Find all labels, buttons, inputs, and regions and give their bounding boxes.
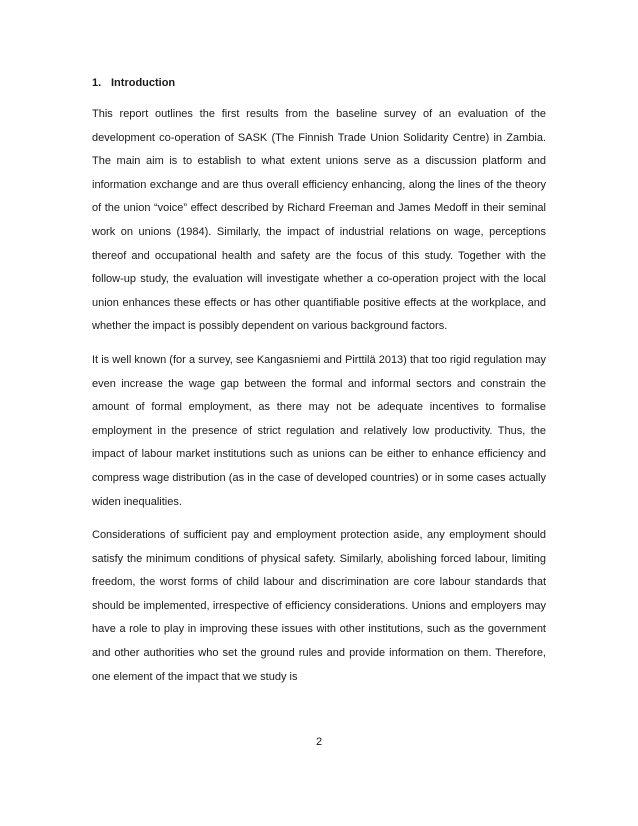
paragraph-2: It is well known (for a survey, see Kangasniemi and Pirttilä 2013) that too rigid regulation may even increase the wage gap between the formal and informal sectors and constrain the amount of formal employment, as there may not be adequate incentives to formalise employment in the presence of strict regulation and relatively low productivity. Thus, the impact of labour market institutions such as unions can be either to enhance efficiency and compress wage distribution (as in the case of developed countries) or in some cases actually widen inequalities. — [92, 353, 546, 508]
paragraph-3: Considerations of sufficient pay and employment protection aside, any employment should satisfy the minimum conditions of physical safety. Similarly, abolishing forced labour, limiting freedom, the worst forms of child labour and discrimination are core labour standards that should be implemented, irrespective of efficiency considerations. Unions and employers may have a role to play in improving these issues with other institutions, such as the government and other authorities who set the ground rules and provide information on them. Therefore, one element of the impact that we study is — [92, 529, 546, 683]
page-number: 2 — [315, 736, 323, 748]
section-number: 1. — [92, 77, 102, 89]
page-body — [92, 75, 546, 699]
section-heading — [92, 75, 546, 91]
section-title: Introduction — [111, 77, 176, 89]
paragraph-1: This report outlines the first results from the baseline survey of an evaluation of the development co-operation of SASK (The Finnish Trade Union Solidarity Centre) in Zambia. The main aim is to establish to what extent unions serve as a discussion platform and information exchange and are thus overall efficiency enhancing, along the lines of the theory of the union “voice” effect described by Richard Freeman and James Medoff in their seminal work on unions (1984). Similarly, the impact of industrial relations on wage, perceptions thereof and occupational health and safety are the focus of this study. Together with the follow-up study, the evaluation will investigate whether a co-operation project with the local union enhances these effects or has other quantifiable positive effects at the workplace, and whether the impact is possibly dependent on various background factors. — [92, 108, 546, 333]
